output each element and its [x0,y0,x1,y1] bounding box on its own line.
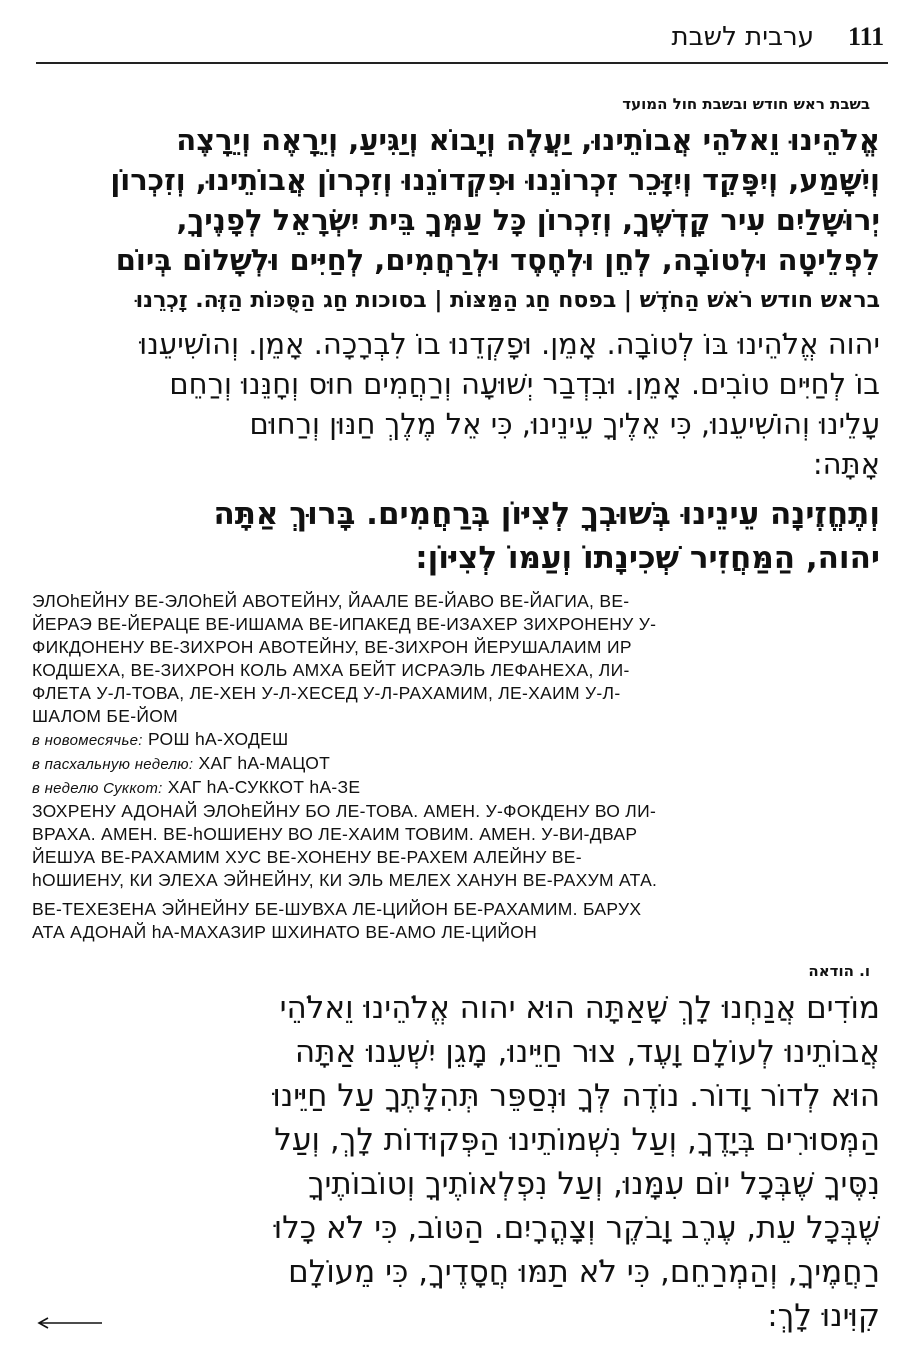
translit-line: ФЛЕТА У-Л-ТОВА, ЛЕ-ХЕН У-Л-ХЕСЕД У-Л-РАХАМИМ, ЛЕ-ХАИМ У-Л- [32,683,621,703]
text-line: בוֹ לְחַיִּים טוֹבִים. אָמֵן. וּבִדְבַר יְשׁוּעָה וְרַחֲמִים חוּס וְחָנֵּנוּ וְרַחֵם [169,367,880,401]
text-line: לִפְלֵיטָה וּלְטוֹבָה, לְחֵן וּלְחֶסֶד וּלְרַחֲמִים, לְחַיִּים וּלְשָׁלוֹם בְּיוֹם [115,243,880,277]
translit-line: ФИКДОНЕНУ ВЕ-ЗИХРОН АВОТЕЙНУ, ВЕ-ЗИХРОН ЙЕРУШАЛАИМ ИР [32,637,632,657]
modim-block [30,986,880,1338]
text-line: מוֹדִים אֲנַחְנוּ לָךְ שָׁאַתָּה הוּא יהוה אֱלֹהֵינוּ וֵאלֹהֵי [279,990,880,1026]
rosh-chodesh-note: בשבת ראש חודש ובשבת חול המועד [622,95,870,113]
page-number: 111 [848,22,885,51]
translit-line: ВРАХА. АМЕН. ВЕ-hОШИЕНУ ВО ЛЕ-ХАИМ ТОВИМ. АМЕН. У-ВИ-ДВАР [32,824,638,844]
running-title: ערבית לשבת [671,22,814,52]
text-line: שֶׁבְּכָל עֵת, עֶרֶב וָבֹקֶר וְצָהֳרָיִם. הַטּוֹב, כִּי לֹא כָלוּ [273,1210,880,1246]
page-header [0,22,900,62]
section-label-hodaa: ו. הודאה [808,962,870,980]
text-line: הוּא לְדוֹר וָדוֹר. נוֹדֶה לְּךָ וּנְסַפֵּר תְּהִלָּתֶךָ עַל חַיֵּינוּ [272,1078,880,1114]
translit-line: hОШИЕНУ, КИ ЭЛЕХА ЭЙНЕЙНУ, КИ ЭЛЬ МЕЛЕХ ХАНУН ВЕ-РАХУМ АТА. [32,870,658,890]
variant-label: в неделю Суккот: [32,780,163,797]
header-rule [36,62,888,64]
text-line: יהוה, הַמַּחֲזִיר שְׁכִינָתוֹ וְעַמּוֹ לְצִיּוֹן: [415,540,880,576]
text-line: רַחֲמֶיךָ, וְהַמְרַחֵם, כִּי לֹא תַמּוּ חֲסָדֶיךָ, כִּי מֵעוֹלָם [288,1254,880,1290]
holiday-variants-line: בראש חודש רֹאשׁ הַחֹדֶשׁ | בפסח חַג הַמַּצּוֹת | בסוכות חַג הַסֻּכּוֹת הַזֶּה. זָכְרֵנוּ [135,288,880,313]
variant-label: в пасхальную неделю: [32,756,194,773]
text-line: עָלֵינוּ וְהוֹשִׁיעֵנוּ, כִּי אֵלֶיךָ עֵינֵינוּ, כִּי אֵל מֶלֶךְ חַנּוּן וְרַחוּם [249,407,880,441]
translit-line: ВЕ-ТЕХЕЗЕНА ЭЙНЕЙНУ БЕ-ШУВХА ЛЕ-ЦИЙОН БЕ-РАХАМИМ. БАРУХ [32,899,642,919]
variant-text: РОШ hА-ХОДЕШ [147,729,289,749]
text-line: אֱלֹהֵינוּ וֵאלֹהֵי אֲבוֹתֵינוּ, יַעֲלֶה וְיָבוֹא וְיַגִּיעַ, וְיֵרָאֶה וְיֵרָצֶה [176,123,880,157]
vetechezena-block [30,492,880,580]
text-line: אֲבוֹתֵינוּ לְעוֹלָם וָעֶד, צוּר חַיֵּינוּ, מָגֵן יִשְׁעֵנוּ אַתָּה [294,1034,880,1070]
transliteration-yaale [32,590,882,892]
variant-line [32,728,882,752]
text-line: יְרוּשָׁלַיִם עִיר קָדְשֶׁךָ, וְזִכְרוֹן כָּל עַמְּךָ בֵּית יִשְׂרָאֵל לְפָנֶיךָ, [176,203,880,237]
continue-arrow-icon [34,1316,104,1330]
translit-line: ЗОХРЕНУ АДОНАЙ ЭЛОhЕЙНУ БО ЛЕ-ТОВА. АМЕН. У-ФОКДЕНУ ВО ЛИ- [32,801,657,821]
translit-line: КОДШЕХА, ВЕ-ЗИХРОН КОЛЬ АМХА БЕЙТ ИСРАЭЛЬ ЛЕФАНЕХА, ЛИ- [32,660,630,680]
variant-text: ХАГ hА-СУККОТ hА-ЗЕ [167,777,361,797]
variant-line [32,776,882,800]
text-line: הַמְּסוּרִים בְּיָדֶךָ, וְעַל נִשְׁמוֹתֵינוּ הַפְּקוּדוֹת לָךְ, וְעַל [274,1122,880,1158]
translit-line: ЙЕШУА ВЕ-РАХАМИМ ХУС ВЕ-ХОНЕНУ ВЕ-РАХЕМ АЛЕЙНУ ВЕ- [32,847,582,867]
text-line: וְתֶחֱזֶינָה עֵינֵינוּ בְּשׁוּבְךָ לְצִיּוֹן בְּרַחֲמִים. בָּרוּךְ אַתָּה [213,496,880,532]
text-line: נִסֶּיךָ שֶׁבְּכָל יוֹם עִמָּנוּ, וְעַל נִפְלְאוֹתֶיךָ וְטוֹבוֹתֶיךָ [307,1166,880,1202]
text-line: אָתָּה: [812,447,880,481]
variant-line [32,752,882,776]
translit-line: ЙЕРАЭ ВЕ-ЙЕРАЦЕ ВЕ-ИШАМА ВЕ-ИПАКЕД ВЕ-ИЗАХЕР ЗИХРОНЕНУ У- [32,614,657,634]
text-line: וְיִשָּׁמַע, וְיִפָּקֵד וְיִזָּכֵר זִכְרוֹנֵנוּ וּפִקְדוֹנֵנוּ וְזִכְרוֹן אֲבוֹתֵינוּ, וְזִכְרוֹן [110,163,880,197]
translit-line: ШАЛОМ БЕ-ЙОМ [32,706,178,726]
variant-label: в новомесячье: [32,732,143,749]
yaale-veyavo-rest [30,324,880,484]
text-line: יהוה אֱלֹהֵינוּ בּוֹ לְטוֹבָה. אָמֵן. וּפָקְדֵנוּ בוֹ לִבְרָכָה. אָמֵן. וְהוֹשִׁיעֵנוּ [139,327,880,361]
variant-text: ХАГ hА-МАЦОТ [198,753,331,773]
translit-line: АТА АДОНАЙ hА-МАХАЗИР ШХИНАТО ВЕ-АМО ЛЕ-ЦИЙОН [32,922,538,942]
transliteration-vetechezena [32,898,882,944]
text-line: קִוִּינוּ לָךְ: [767,1298,880,1334]
translit-line: ЭЛОhЕЙНУ ВЕ-ЭЛОhЕЙ АВОТЕЙНУ, ЙААЛЕ ВЕ-ЙАВО ВЕ-ЙАГИА, ВЕ- [32,591,630,611]
yaale-veyavo-bold [30,120,880,280]
